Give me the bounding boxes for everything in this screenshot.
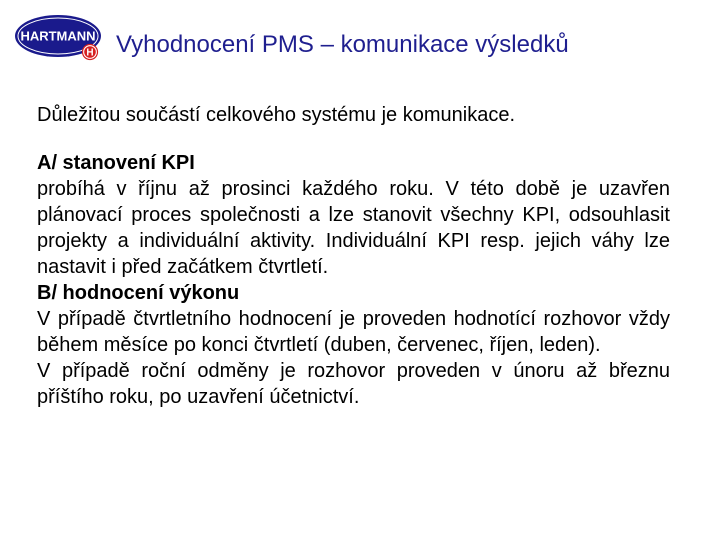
- section-heading-evaluation: B/ hodnocení výkonu: [37, 282, 240, 304]
- logo-text: HARTMANN: [20, 28, 96, 44]
- intro-text: Důležitou součástí celkového systému je komunikace.: [37, 104, 516, 126]
- hartmann-logo-graphic: [14, 14, 106, 64]
- logo-badge-letter: H: [86, 47, 94, 59]
- section-paragraph-annual: V případě roční odměny je rozhovor proveden v únoru až březnu příštího roku, po uzavření účetnictví.: [37, 360, 670, 408]
- section-paragraph-quarterly: V případě čtvrtletního hodnocení je proveden hodnotící rozhovor vždy během měsíce po konci čtvrtletí (duben, červenec, říjen, leden).: [37, 308, 670, 356]
- slide-title: Vyhodnocení PMS – komunikace výsledků: [116, 31, 569, 58]
- section-paragraph-kpi: probíhá v říjnu až prosinci každého roku. V této době je uzavřen plánovací proces společnosti a lze stanovit všechny KPI, odsouhlasit projekty a individuální aktivity. Individuální KPI resp. jejich váhy lze nastavit i před začátkem čtvrtletí.: [37, 178, 670, 278]
- hartmann-logo: [14, 14, 106, 64]
- slide-body: [37, 150, 670, 410]
- section-heading-kpi: A/ stanovení KPI: [37, 152, 195, 174]
